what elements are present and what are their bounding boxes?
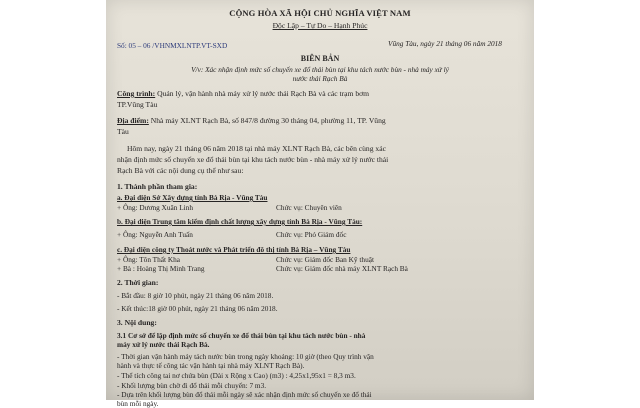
project-label: Công trình: [117,89,156,98]
section3-sub-heading-1: 3.1 Cơ sở để lập định mức số chuyến xe đổ thải bùn tại khu tách nước bùn - nhà [117,331,366,340]
project-line-2: TP.Vũng Tàu [117,100,158,109]
subject-line-2: nước thải Rạch Bà [292,74,348,83]
project-line-1 [117,90,369,98]
nation-heading: CỘNG HÒA XÃ HỘI CHỦ NGHĨA VIỆT NAM [229,8,411,18]
party-c-person-2-role: Chức vụ: Giám đốc nhà máy XLNT Rạch Bà [276,264,408,273]
intro-line-2: nhận định mức số chuyến xe đổ thải bùn tại khu tách nước bùn - nhà máy xử lý nước thải [117,155,389,164]
party-b-person-role: Chức vụ: Phó Giám đốc [276,230,347,239]
document-page [106,0,534,408]
motto: Độc Lập – Tự Do – Hạnh Phúc [272,21,368,30]
doc-number: Số: 05 – 06 /VHNMXLNTP.VT-SXD [117,41,228,50]
bullet-4-line-1: - Dựa trên khối lượng bùn đổ thải mỗi ngày sẽ xác nhận định mức số chuyến xe đổ thải [117,390,372,399]
bullet-2: - Thể tích công tai nơ chứa bùn (Dài x Rộng x Cao) (m3) : 4,25x1,95x1 = 8,3 m3. [117,371,356,380]
party-c-person-1-name: + Ông: Tôn Thất Kha [117,255,181,264]
section3-sub-heading-2: máy xử lý nước thải Rạch Bà. [117,340,210,349]
bullet-3: - Khối lượng bùn chờ đi đổ thải mỗi chuyến: 7 m3. [117,381,267,390]
location-line-1 [117,117,386,125]
project-value: Quản lý, vận hành nhà máy xử lý nước thải Rạch Bà và các trạm bơm [157,89,370,98]
place-date: Vũng Tàu, ngày 21 tháng 06 năm 2018 [388,39,502,48]
section3-heading: 3. Nội dung: [117,318,157,327]
party-b-title: b. Đại diện Trung tâm kiểm định chất lượng xây dựng tỉnh Bà Rịa - Vũng Tàu: [117,217,363,226]
location-label: Địa điểm: [117,116,149,125]
location-line-2: Tàu [117,127,129,136]
document-title: BIÊN BẢN [300,54,340,63]
party-c-title: c. Đại diện công ty Thoát nước và Phát triển đô thị tỉnh Bà Rịa – Vũng Tàu [117,245,351,254]
party-a-person-role: Chức vụ: Chuyên viên [276,203,342,212]
bullet-4-line-2: bùn mỗi ngày. [117,399,159,408]
party-c-person-2-name: + Bà : Hoàng Thị Minh Trang [117,264,205,273]
section2-heading: 2. Thời gian: [117,278,159,287]
time-end: - Kết thúc:18 giờ 00 phút, ngày 21 tháng 06 năm 2018. [117,304,278,313]
bullet-1-line-1: - Thời gian vận hành máy tách nước bùn trong ngày khoảng: 10 giờ (theo Quy trình vận [117,352,374,361]
subject-line-1: V/v: Xác nhận định mức số chuyến xe đổ thải bùn tại khu tách nước bùn - nhà máy xử lý [191,65,449,74]
party-b-person-name: + Ông: Nguyễn Anh Tuấn [117,230,193,239]
party-a-title: a. Đại diện Sở Xây dựng tỉnh Bà Rịa - Vũng Tàu [117,193,268,202]
time-start: - Bắt đầu: 8 giờ 10 phút, ngày 21 tháng 06 năm 2018. [117,291,274,300]
party-c-person-1-role: Chức vụ: Giám đốc Ban Kỹ thuật [276,255,374,264]
location-value: Nhà máy XLNT Rạch Bà, số 847/8 đường 30 tháng 04, phường 11, TP. Vũng [150,116,386,125]
section1-heading: 1. Thành phần tham gia: [117,182,198,191]
intro-line-3: Rạch Bà với các nội dung cụ thể như sau: [117,166,244,175]
bullet-1-line-2: hành và thực tế công tác vận hành tại nhà máy XLNT Rạch Bà). [117,361,305,370]
intro-line-1: Hôm nay, ngày 21 tháng 06 năm 2018 tại nhà máy XLNT Rạch Bà, các bên cùng xác [127,144,386,153]
party-a-person-name: + Ông: Dương Xuân Linh [117,203,193,212]
